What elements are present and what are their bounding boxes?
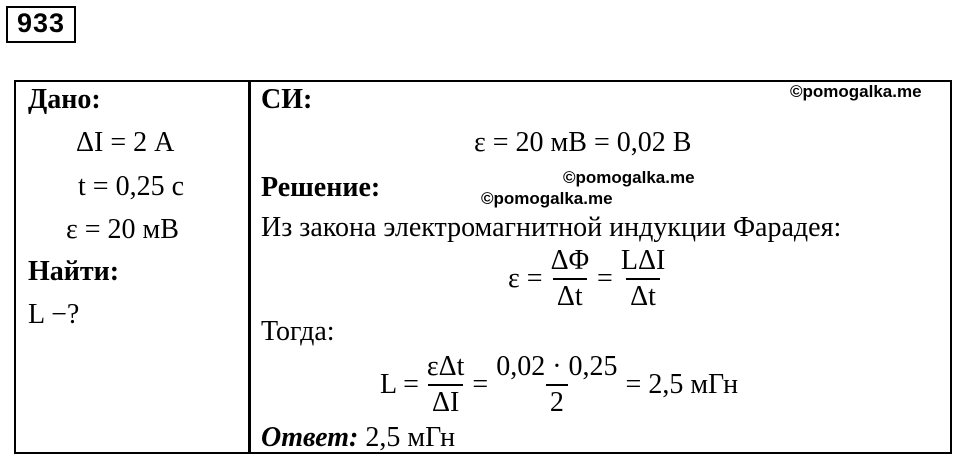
given-emf: ε = 20 мВ xyxy=(66,214,179,245)
then-label: Тогда: xyxy=(261,316,335,347)
faraday-equation xyxy=(508,244,673,314)
watermark-top: ©pomogalka.me xyxy=(790,82,922,101)
eq2-lhs: L = xyxy=(380,369,419,400)
find-value: L −? xyxy=(28,299,80,330)
si-header: СИ: xyxy=(261,84,313,115)
solution-intro: Из закона электромагнитной индукции Фарадея: xyxy=(261,212,842,243)
eq1-f2-denominator: Δt xyxy=(626,278,660,314)
watermark-mid-2: ©pomogalka.me xyxy=(481,189,613,208)
eq1-lhs: ε = xyxy=(508,263,543,294)
column-divider xyxy=(248,80,251,454)
eq2-fraction-2 xyxy=(492,350,621,420)
eq1-fraction-2 xyxy=(617,244,669,314)
eq2-f1-denominator: ΔI xyxy=(428,384,463,420)
solution-header: Решение: xyxy=(261,172,381,203)
eq2-f2-denominator: 2 xyxy=(546,384,568,420)
si-conversion: ε = 20 мВ = 0,02 В xyxy=(474,127,692,158)
eq1-fraction-1 xyxy=(547,244,593,314)
problem-number: 933 xyxy=(6,6,76,43)
eq1-f1-denominator: Δt xyxy=(553,278,587,314)
inductance-equation xyxy=(380,350,738,420)
answer-line xyxy=(261,422,455,454)
eq1-equals: = xyxy=(597,263,613,294)
watermark-mid: ©pomogalka.me xyxy=(563,168,695,187)
given-delta-i: ΔI = 2 А xyxy=(76,127,175,158)
eq2-fraction-1 xyxy=(423,350,469,420)
eq1-f1-numerator: ΔΦ xyxy=(550,245,590,276)
find-header: Найти: xyxy=(28,256,120,287)
answer-label: Ответ: xyxy=(261,422,359,453)
eq1-f2-numerator: LΔI xyxy=(620,245,666,276)
given-time: t = 0,25 с xyxy=(78,171,184,202)
eq2-f1-numerator: εΔt xyxy=(426,351,465,382)
eq2-f2-numerator: 0,02 · 0,25 xyxy=(496,351,618,382)
eq2-equals: = xyxy=(472,369,489,400)
eq2-result: = 2,5 мГн xyxy=(625,369,739,400)
answer-value: 2,5 мГн xyxy=(365,422,456,453)
given-header: Дано: xyxy=(28,84,101,115)
